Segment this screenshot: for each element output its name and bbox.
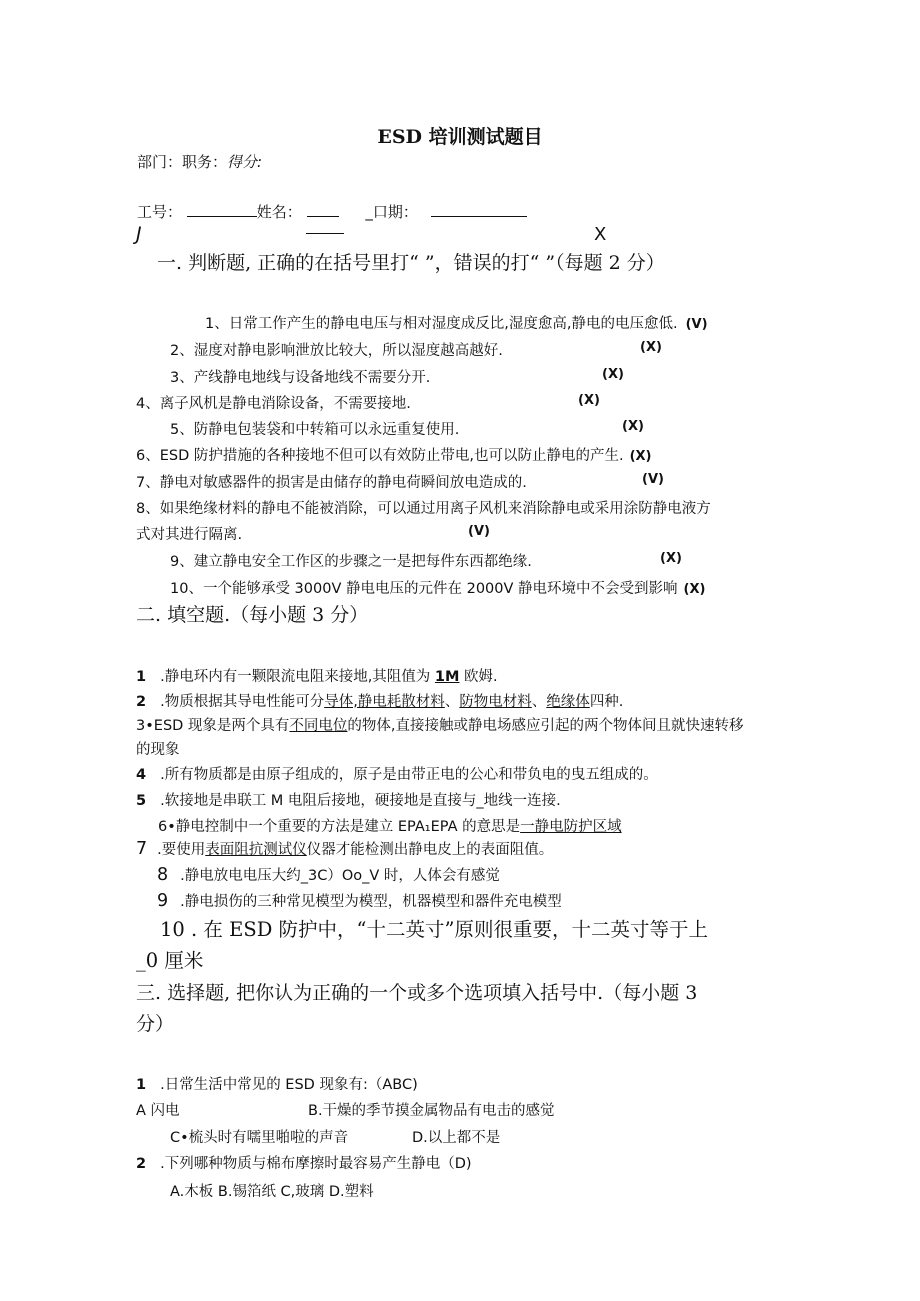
tf-answer: (V) — [642, 472, 664, 487]
choice-option-c: C•梳头时有嚅里啪啦的声音 — [170, 1130, 349, 1146]
fill-text: 四种. — [589, 694, 624, 710]
fill-text: .软接地是串联工 M 电阻后接地，硬接地是直接与_地线一连接. — [160, 793, 561, 809]
fill-text: 的物体,直接接触或静电场感应引起的两个物体间且就快速转移 — [347, 718, 744, 734]
fill-item-7 — [136, 838, 553, 859]
tf-text: 5、防静电包装袋和中转箱可以永远重复使用. — [170, 422, 460, 438]
dept-position-label: 部门：职务： — [137, 153, 228, 171]
tf-text: 3、产线静电地线与设备地线不需要分开. — [170, 370, 431, 386]
score-label: 得分: — [227, 153, 263, 171]
fill-answer: 防物电材料 — [459, 694, 532, 710]
tf-answer: (X) — [660, 551, 682, 566]
fill-item-8 — [157, 864, 500, 885]
fill-text: 6•静电控制中一个重要的方法是建立 EPA₁EPA 的意思是 — [158, 819, 521, 835]
fill-item-1 — [136, 665, 498, 686]
tf-answer: (X) — [578, 393, 600, 408]
fill-num: 9 — [157, 891, 169, 911]
tf-item-6 — [136, 444, 652, 465]
choice-text: .日常生活中常见的 ESD 现象有:（ABC) — [160, 1077, 418, 1093]
choice-num: 1 — [136, 1077, 147, 1093]
fill-answer: 一静电防护区域 — [520, 819, 622, 835]
fill-num: 7 — [136, 839, 148, 859]
fill-text: .静电损伤的三种常见模型为模型，机器模型和器件充电模型 — [180, 894, 562, 910]
fill-item-4 — [136, 763, 658, 784]
fill-item-6 — [158, 815, 622, 836]
tf-answer: (V) — [685, 317, 708, 332]
tf-answer: (X) — [602, 367, 624, 382]
name-blank — [307, 202, 339, 217]
tf-answer: (X) — [640, 340, 662, 355]
fill-item-2 — [136, 690, 623, 711]
fill-item-3 — [136, 714, 744, 735]
tf-text: 1、日常工作产生的静电电压与相对湿度成反比,湿度愈高,静电的电压愈低. — [205, 316, 678, 332]
tf-text: 10、一个能够承受 3000V 静电电压的元件在 2000V 静电环境中不会受到影响 — [170, 581, 678, 597]
stray-mark-j: J — [136, 223, 142, 245]
tf-text: 6、ESD 防护措施的各种接地不但可以有效防止带电,也可以防止静电的产生. — [136, 448, 624, 464]
stray-mark-x: X — [594, 224, 607, 245]
tf-item-5 — [170, 418, 459, 439]
section2-heading: 二. 填空题.（每小题 3 分） — [136, 604, 369, 626]
tf-item-9 — [170, 550, 532, 571]
name-label: 姓名： — [256, 203, 302, 221]
tf-text: 2、湿度对静电影响泄放比较大，所以湿度越高越好. — [170, 343, 503, 359]
fill-answer: 1M — [434, 669, 460, 685]
fill-item-5 — [136, 789, 561, 810]
fill-answer: 导体,静电耗散材料 — [324, 694, 445, 710]
fill-text: 、 — [531, 694, 547, 710]
dept-position-line — [137, 151, 262, 172]
page-title: ESD 培训测试题目 — [377, 126, 543, 148]
fill-answer: 表面阻抗测试仪 — [205, 842, 307, 858]
id-blank — [187, 202, 257, 217]
fill-answer: 不同电位 — [289, 718, 348, 734]
fill-item-10: 10 . 在 ESD 防护中，“十二英寸”原则很重要，十二英寸等于上 — [160, 918, 708, 941]
section1-heading: 一. 判断题, 正确的在括号里打“ ”，错误的打“ ”（每题 2 分） — [157, 252, 665, 274]
tf-item-8 — [136, 497, 711, 518]
tf-text: 9、建立静电安全工作区的步骤之一是把每件东西都绝缘. — [170, 554, 532, 570]
fill-num: 8 — [157, 865, 169, 885]
fill-item-9 — [157, 890, 562, 911]
tf-item-10 — [170, 577, 705, 598]
choice-option-d: D.以上都不是 — [412, 1130, 501, 1146]
fill-text: .静电放电电压大约_3C）Oo_V 时，人体会有感觉 — [180, 868, 500, 884]
choice-option-a: A 闪电 — [136, 1103, 180, 1119]
fill-num: 2 — [136, 694, 147, 710]
tf-answer: (X) — [622, 419, 644, 434]
fill-text: .静电环内有一颗限流电阻来接地,其阻值为 — [160, 669, 435, 685]
fill-text: 仪器才能检测出静电皮上的表面阻值。 — [306, 842, 554, 858]
tf-item-4 — [136, 392, 411, 413]
fill-num: 5 — [136, 793, 147, 809]
tf-text: 7、静电对敏感器件的损害是由储存的静电荷瞬间放电造成的. — [136, 475, 527, 491]
date-blank — [431, 202, 527, 217]
choice-text: .下列哪种物质与棉布摩擦时最容易产生静电（D) — [160, 1156, 472, 1172]
section3-heading-cont: 分） — [136, 1013, 175, 1035]
tf-item-3 — [170, 366, 430, 387]
tf-answer: (V) — [468, 524, 490, 539]
fill-num: 1 — [136, 669, 147, 685]
fill-answer: 绝缘体 — [546, 694, 590, 710]
fill-item-3-cont: 的现象 — [136, 742, 180, 758]
fill-text: 、 — [444, 694, 460, 710]
choice-option-b: B.干燥的季节摸金属物品有电击的感觉 — [308, 1103, 555, 1119]
tf-item-2 — [170, 339, 503, 360]
fill-text: .所有物质都是由原子组成的，原子是由带正电的公心和带负电的曳五组成的。 — [160, 767, 658, 783]
section3-heading: 三. 选择题, 把你认为正确的一个或多个选项填入括号中.（每小题 3 — [136, 982, 698, 1004]
fill-text: .物质根据其导电性能可分 — [160, 694, 325, 710]
fill-item-10-cont: _0 厘米 — [136, 949, 204, 972]
tf-text: 8、如果绝缘材料的静电不能被消除，可以通过用离子风机来消除静电或采用涂防静电液方 — [136, 501, 711, 517]
id-name-date-line — [137, 201, 527, 222]
tf-answer: (X) — [629, 449, 652, 464]
fill-text: 3•ESD 现象是两个具有 — [136, 718, 290, 734]
tf-item-8-cont — [136, 523, 242, 544]
tf-answer: (X) — [683, 582, 706, 597]
fill-num: 4 — [136, 767, 147, 783]
choice-options-2: A.木板 B.锡箔纸 C,玻璃 D.塑料 — [170, 1184, 374, 1200]
choice-item-2 — [136, 1152, 472, 1173]
fill-text: .要使用 — [157, 842, 206, 858]
choice-num: 2 — [136, 1156, 147, 1172]
id-label: 工号： — [137, 203, 183, 221]
date-label: _口期： — [365, 203, 418, 221]
stray-rule — [306, 233, 344, 234]
tf-text: 式对其进行隔离. — [136, 527, 243, 543]
choice-item-1 — [136, 1073, 418, 1094]
tf-item-7 — [136, 471, 527, 492]
tf-text: 4、离子风机是静电消除设备，不需要接地. — [136, 396, 411, 412]
tf-item-1 — [205, 312, 708, 333]
fill-text: 欧姆. — [459, 669, 498, 685]
